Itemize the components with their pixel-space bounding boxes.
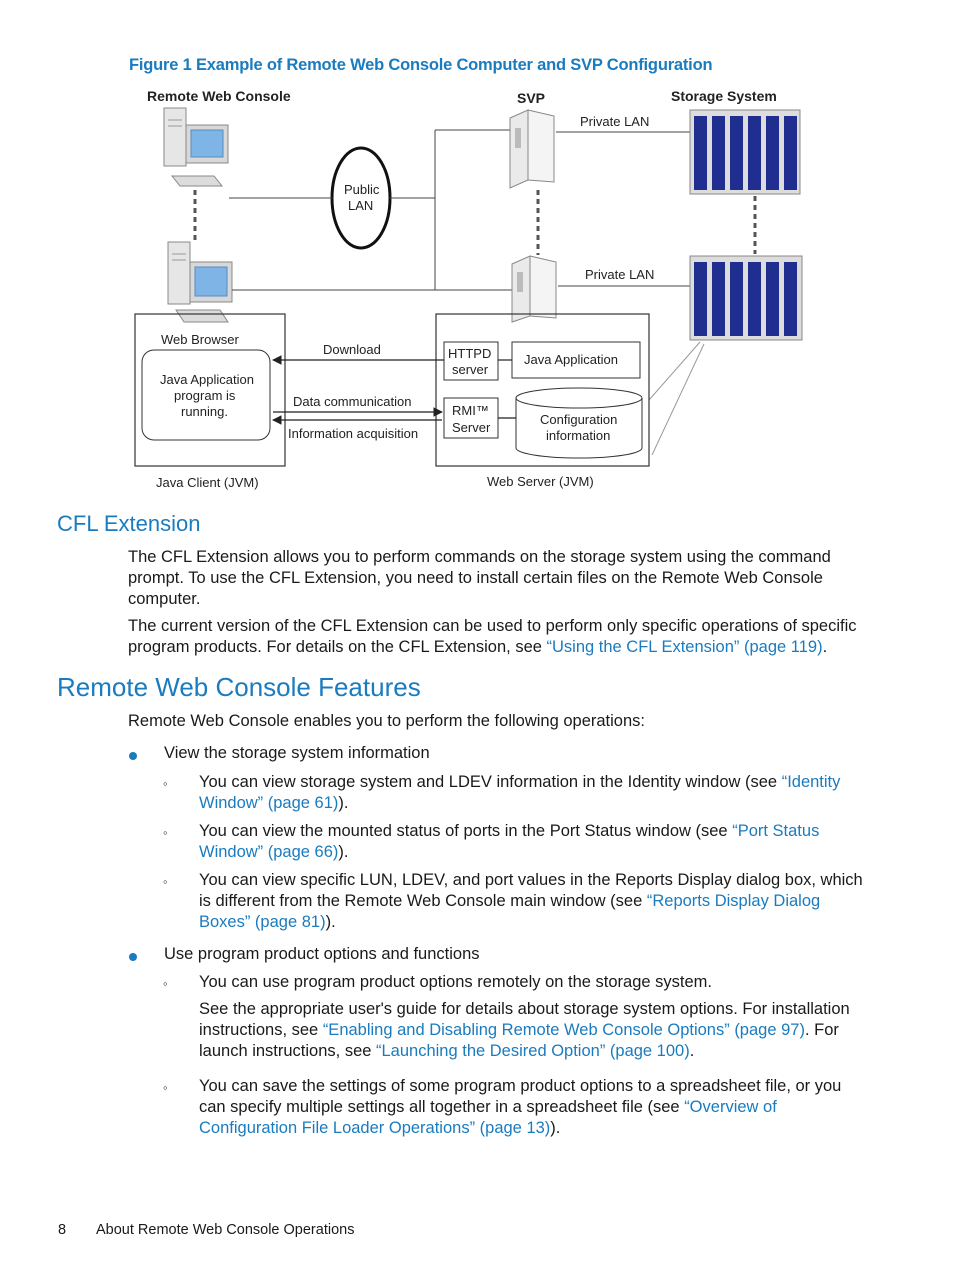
figure-caption: Figure 1 Example of Remote Web Console Computer and SVP Configuration [129, 56, 713, 74]
paragraph-text: The current version of the CFL Extension can be used to perform only specific operations of specific program products. For details on the CFL Extension, see [128, 617, 857, 656]
sub-bullet-marker: ◦ [163, 874, 168, 889]
paragraph-text: . [822, 638, 828, 656]
footer-section-title: About Remote Web Console Operations [96, 1222, 355, 1238]
enabling-disabling-link[interactable]: “Enabling and Disabling Remote Web Console Options” (page 97) [322, 1021, 805, 1039]
rwc-features-heading: Remote Web Console Features [57, 672, 421, 702]
config-label: Configuration [540, 412, 618, 427]
remote-web-console-label: Remote Web Console [147, 88, 291, 104]
sub-item-use-options: You can use program product options remotely on the storage system. [199, 973, 713, 991]
reports-display-link[interactable]: “Reports Display Dialog Boxes” (page 81) [199, 892, 821, 931]
sub-item-text: ). [325, 913, 336, 931]
sub-item-reports [199, 870, 871, 933]
bullet-marker [129, 953, 137, 961]
web-browser-label: Web Browser [161, 332, 239, 347]
svp-label: SVP [517, 90, 546, 106]
sub-item-text: . For launch instructions, see [199, 1021, 839, 1060]
config-label: information [546, 428, 611, 443]
private-lan-label: Private LAN [580, 114, 650, 129]
java-client-label: Java Client (JVM) [156, 475, 259, 490]
cfl-paragraph-2 [128, 616, 873, 658]
config-file-loader-link[interactable]: “Overview of Configuration File Loader Operations” (page 13) [199, 1098, 777, 1137]
computer-icon [164, 108, 228, 186]
page-number: 8 [58, 1222, 67, 1238]
httpd-label: server [452, 362, 489, 377]
sub-item-text: See the appropriate user's guide for details about storage system options. For installation instructions, see [199, 1000, 850, 1039]
sub-item-text: ). [338, 843, 349, 861]
sub-bullet-marker: ◦ [163, 776, 168, 791]
information-acquisition-label: Information acquisition [288, 426, 419, 441]
bullet-marker [129, 752, 137, 760]
storage-system-label: Storage System [671, 88, 777, 104]
sub-item-identity [199, 772, 871, 814]
sub-bullet-marker: ◦ [163, 976, 168, 991]
storage-system-icon [690, 110, 800, 194]
cfl-paragraph-1: The CFL Extension allows you to perform commands on the storage system using the command prompt. To use the CFL Extension, you need to install certain files on the Remote Web Console computer. [128, 548, 831, 608]
bullet-view-storage: View the storage system information [164, 744, 430, 762]
svp-server-icon [512, 256, 556, 322]
httpd-label: HTTPD [448, 346, 492, 361]
sub-bullet-marker: ◦ [163, 825, 168, 840]
rwc-intro: Remote Web Console enables you to perform the following operations: [128, 712, 645, 730]
sub-item-text: ). [550, 1119, 561, 1137]
storage-system-icon [690, 256, 802, 340]
java-app-program-text: program is [174, 388, 236, 403]
identity-window-link[interactable]: “Identity Window” (page 61) [199, 773, 841, 812]
sub-item-text: You can save the settings of some program product options to a spreadsheet file, or you can specify multiple settings all together in a spreadsheet file (see [199, 1077, 842, 1116]
sub-item-text: You can view the mounted status of ports in the Port Status window (see [199, 822, 733, 840]
launching-option-link[interactable]: “Launching the Desired Option” (page 100) [376, 1042, 690, 1060]
sub-item-text: ). [338, 794, 349, 812]
rmi-label: RMI™ [452, 403, 489, 418]
java-app-program-text: Java Application [160, 372, 254, 387]
cfl-extension-heading: CFL Extension [57, 511, 201, 536]
svp-server-icon [510, 110, 554, 188]
web-server-label: Web Server (JVM) [487, 474, 594, 489]
computer-icon [168, 242, 232, 322]
rmi-label: Server [452, 420, 491, 435]
configuration-diagram [0, 0, 954, 500]
sub-bullet-marker: ◦ [163, 1080, 168, 1095]
sub-item-text: You can view storage system and LDEV information in the Identity window (see [199, 773, 782, 791]
sub-item-port-status [199, 821, 871, 863]
bullet-program-products: Use program product options and functions [164, 945, 480, 963]
port-status-window-link[interactable]: “Port Status Window” (page 66) [199, 822, 820, 861]
public-lan-label: LAN [348, 198, 374, 213]
java-application-label: Java Application [524, 352, 618, 367]
sub-item-text: You can view specific LUN, LDEV, and port values in the Reports Display dialog box, which is different from the Remote Web Console main window (see [199, 871, 863, 910]
data-communication-label: Data communication [293, 394, 412, 409]
java-app-program-text: running. [181, 404, 228, 419]
using-cfl-extension-link[interactable]: “Using the CFL Extension” (page 119) [546, 638, 823, 656]
sub-item-text: . [689, 1042, 695, 1060]
download-label: Download [323, 342, 381, 357]
sub-item-spreadsheet [199, 1076, 871, 1139]
public-lan-label: Public [344, 182, 380, 197]
private-lan-label: Private LAN [585, 267, 655, 282]
sub-item-options-details [199, 999, 871, 1062]
